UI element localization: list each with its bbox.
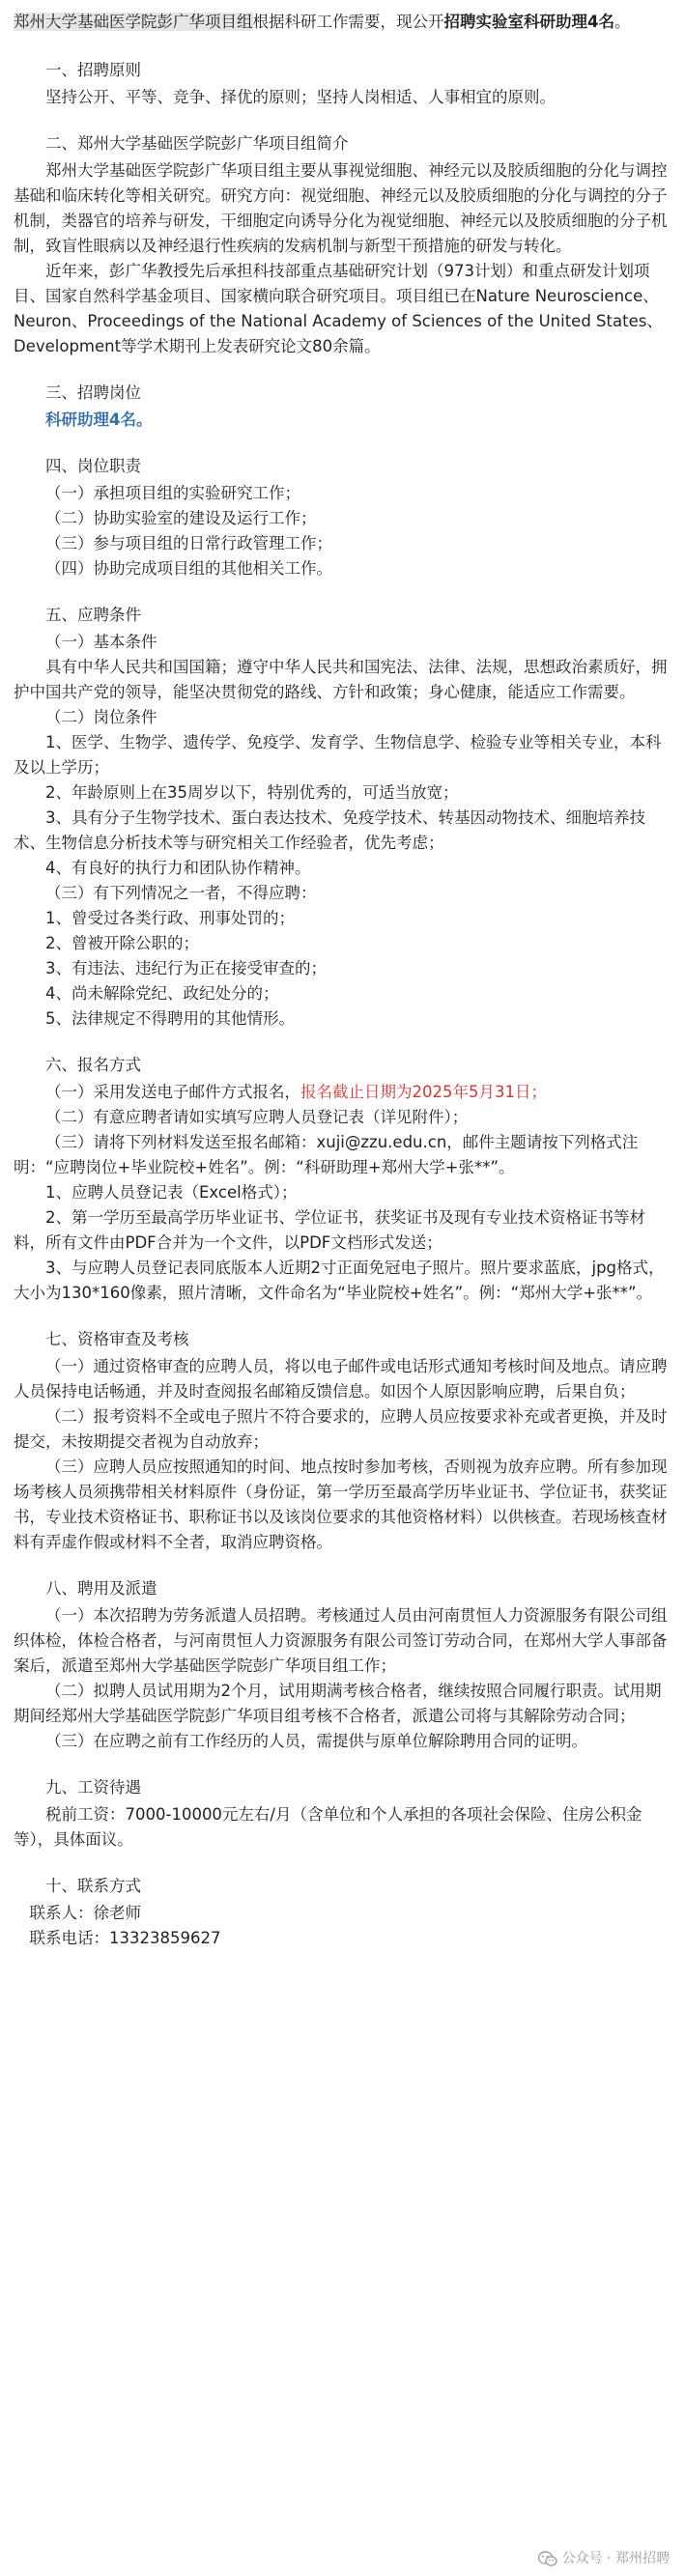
list-item: （一）通过资格审查的应聘人员，将以电子邮件或电话形式通知考核时间及地点。请应聘人员保持电话畅通，并及时查阅报名邮箱反馈信息。如因个人原因影响应聘，后果自负； <box>14 1357 668 1401</box>
list-item: （四）协助完成项目组的其他相关工作。 <box>45 559 332 578</box>
section-posts <box>14 381 671 433</box>
post-name: 科研助理4名。 <box>45 410 153 429</box>
list-item: （一）本次招聘为劳务派遣人员招聘。考核通过人员由河南贯恒人力资源服务有限公司组织体检，体检合格者，与河南贯恒人力资源服务有限公司签订劳动合同，在郑州大学人事部备案后，派遣至郑州大学基础医学院彭广华项目组工作； <box>14 1606 668 1675</box>
section-title: 一、招聘原则 <box>45 61 141 79</box>
list-item: 3、有违法、违纪行为正在接受审查的； <box>45 959 327 977</box>
contact-phone: 联系电话：13323859627 <box>29 1929 221 1947</box>
section-review <box>14 1327 671 1555</box>
section-text: 近年来，彭广华教授先后承担科技部重点基础研究计划（973计划）和重点研发计划项目、国家自然科学基金项目、国家横向联合研究项目。项目组已在Nature Neuroscience、Neuron、Proceedings of the National Academy of Sciences of the United States、Development等学术期刊上发表研究论文80余篇。 <box>14 262 663 355</box>
list-item: （三）在应聘之前有工作经历的人员，需提供与原单位解除聘用合同的证明。 <box>45 1732 587 1750</box>
list-item: （三）参与项目组的日常行政管理工作； <box>45 534 332 552</box>
list-item: （一）承担项目组的实验研究工作； <box>45 484 300 502</box>
list-item: 2、曾被开除公职的； <box>45 934 199 952</box>
list-item: （二）拟聘人员试用期为2个月，试用期满考核合格者，继续按照合同履行职责。试用期期间经郑州大学基础医学院彭广华项目组考核不合格者，派遣公司将与其解除劳动合同； <box>14 1682 662 1725</box>
section-text: 郑州大学基础医学院彭广华项目组主要从事视觉细胞、神经元以及胶质细胞的分化与调控基础和临床转化等相关研究。研究方向：视觉细胞、神经元以及胶质细胞的分化与调控的分子机制，类器官的培养与研发，干细胞定向诱导分化为视觉细胞、神经元以及胶质细胞的分子机制，致盲性眼病以及神经退行性疾病的发病机制与新型干预措施的研发与转化。 <box>14 161 668 255</box>
list-item: 3、具有分子生物学技术、蛋白表达技术、免疫学技术、转基因动物技术、细胞培养技术、生物信息分析技术等与研究相关工作经验者，优先考虑； <box>14 808 645 852</box>
list-item: （二）报考资料不全或电子照片不符合要求的，应聘人员应按要求补充或者更换，并及时提交，未按期提交者视为自动放弃； <box>14 1407 668 1451</box>
list-item: 1、应聘人员登记表（Excel格式）； <box>45 1183 298 1202</box>
list-item: （二）协助实验室的建设及运行工作； <box>45 509 317 527</box>
section-text: 坚持公开、平等、竞争、择优的原则；坚持人岗相适、人事相宜的原则。 <box>45 88 556 106</box>
section-intro <box>14 131 671 359</box>
intro-highlight: 郑州大学基础医学院彭广华项目组 <box>14 13 253 31</box>
watermark <box>538 2549 670 2568</box>
list-item: （三）应聘人员应按照通知的时间、地点按时参加考核，否则视为放弃应聘。所有参加现场考核人员须携带相关材料原件（身份证，第一学历至最高学历毕业证书、学位证书，获奖证书，专业技术资格证书、职称证书以及该岗位要求的其他资格材料）以供核查。若现场核查材料有弄虚作假或材料不全者，取消应聘资格。 <box>14 1458 668 1551</box>
list-item: 3、与应聘人员登记表同底版本人近期2寸正面免冠电子照片。照片要求蓝底，jpg格式，大小为130*160像素，照片清晰，文件命名为“毕业院校+姓名”。例：“郑州大学+张**”。 <box>14 1259 665 1302</box>
section-requirements <box>14 603 671 1032</box>
deadline-text: 报名截止日期为2025年5月31日； <box>300 1083 547 1101</box>
section-title: 五、应聘条件 <box>45 606 141 624</box>
section-title: 八、聘用及派遣 <box>45 1579 157 1598</box>
subsection-title: （三）有下列情况之一者，不得应聘： <box>45 884 317 902</box>
section-duties <box>14 454 671 581</box>
list-item: 1、医学、生物学、遗传学、免疫学、发育学、生物信息学、检验专业等相关专业，本科及以上学历； <box>14 733 662 777</box>
list-item: 5、法律规定不得聘用的其他情形。 <box>45 1009 295 1028</box>
section-text: 税前工资：7000-10000元左右/月（含单位和个人承担的各项社会保险、住房公积金等），具体面议。 <box>14 1805 642 1849</box>
section-title: 三、招聘岗位 <box>45 383 141 402</box>
section-title: 二、郑州大学基础医学院彭广华项目组简介 <box>45 134 349 153</box>
list-item: （三）请将下列材料发送至报名邮箱：xuji@zzu.edu.cn，邮件主题请按下列格式注明：“应聘岗位+毕业院校+姓名”。例：“科研助理+郑州大学+张**”。 <box>14 1133 639 1176</box>
section-employment <box>14 1576 671 1754</box>
section-title: 四、岗位职责 <box>45 457 141 475</box>
section-contact <box>14 1874 671 1951</box>
section-text: 具有中华人民共和国国籍；遵守中华人民共和国宪法、法律、法规，思想政治素质好，拥护中国共产党的领导，能坚决贯彻党的路线、方针和政策；身心健康，能适应工作需要。 <box>14 658 668 701</box>
intro-bold: 招聘实验室科研助理4名 <box>443 13 614 31</box>
section-title: 十、联系方式 <box>45 1877 141 1895</box>
section-principles <box>14 58 671 110</box>
list-item: 1、曾受过各类行政、刑事处罚的； <box>45 909 295 927</box>
list-item: 4、尚未解除党纪、政纪处分的； <box>45 984 279 1003</box>
list-item: 4、有良好的执行力和团队协作精神。 <box>45 859 311 877</box>
wechat-icon <box>538 2551 557 2567</box>
section-title: 六、报名方式 <box>45 1056 141 1074</box>
list-item: （二）有意应聘者请如实填写应聘人员登记表（详见附件）； <box>45 1108 469 1126</box>
intro-paragraph: 郑州大学基础医学院彭广华项目组根据科研工作需要，现公开招聘实验室科研助理4名。 <box>14 13 631 31</box>
section-title: 九、工资待遇 <box>45 1778 141 1797</box>
subsection-title: （二）岗位条件 <box>45 708 157 726</box>
watermark-text: 公众号 · 郑州招聘 <box>561 2551 670 2566</box>
contact-person: 联系人：徐老师 <box>29 1904 141 1922</box>
list-item: 2、年龄原则上在35周岁以下，特别优秀的，可适当放宽； <box>45 783 459 802</box>
subsection-title: （一）基本条件 <box>45 633 157 651</box>
section-application <box>14 1053 671 1306</box>
list-item: （一）采用发送电子邮件方式报名，报名截止日期为2025年5月31日； <box>45 1083 547 1101</box>
section-title: 七、资格审查及考核 <box>45 1330 189 1348</box>
section-salary <box>14 1775 671 1853</box>
list-item: 2、第一学历至最高学历毕业证书、学位证书，获奖证书及现有专业技术资格证书等材料，所有文件由PDF合并为一个文件，以PDF文档形式发送； <box>14 1208 645 1252</box>
